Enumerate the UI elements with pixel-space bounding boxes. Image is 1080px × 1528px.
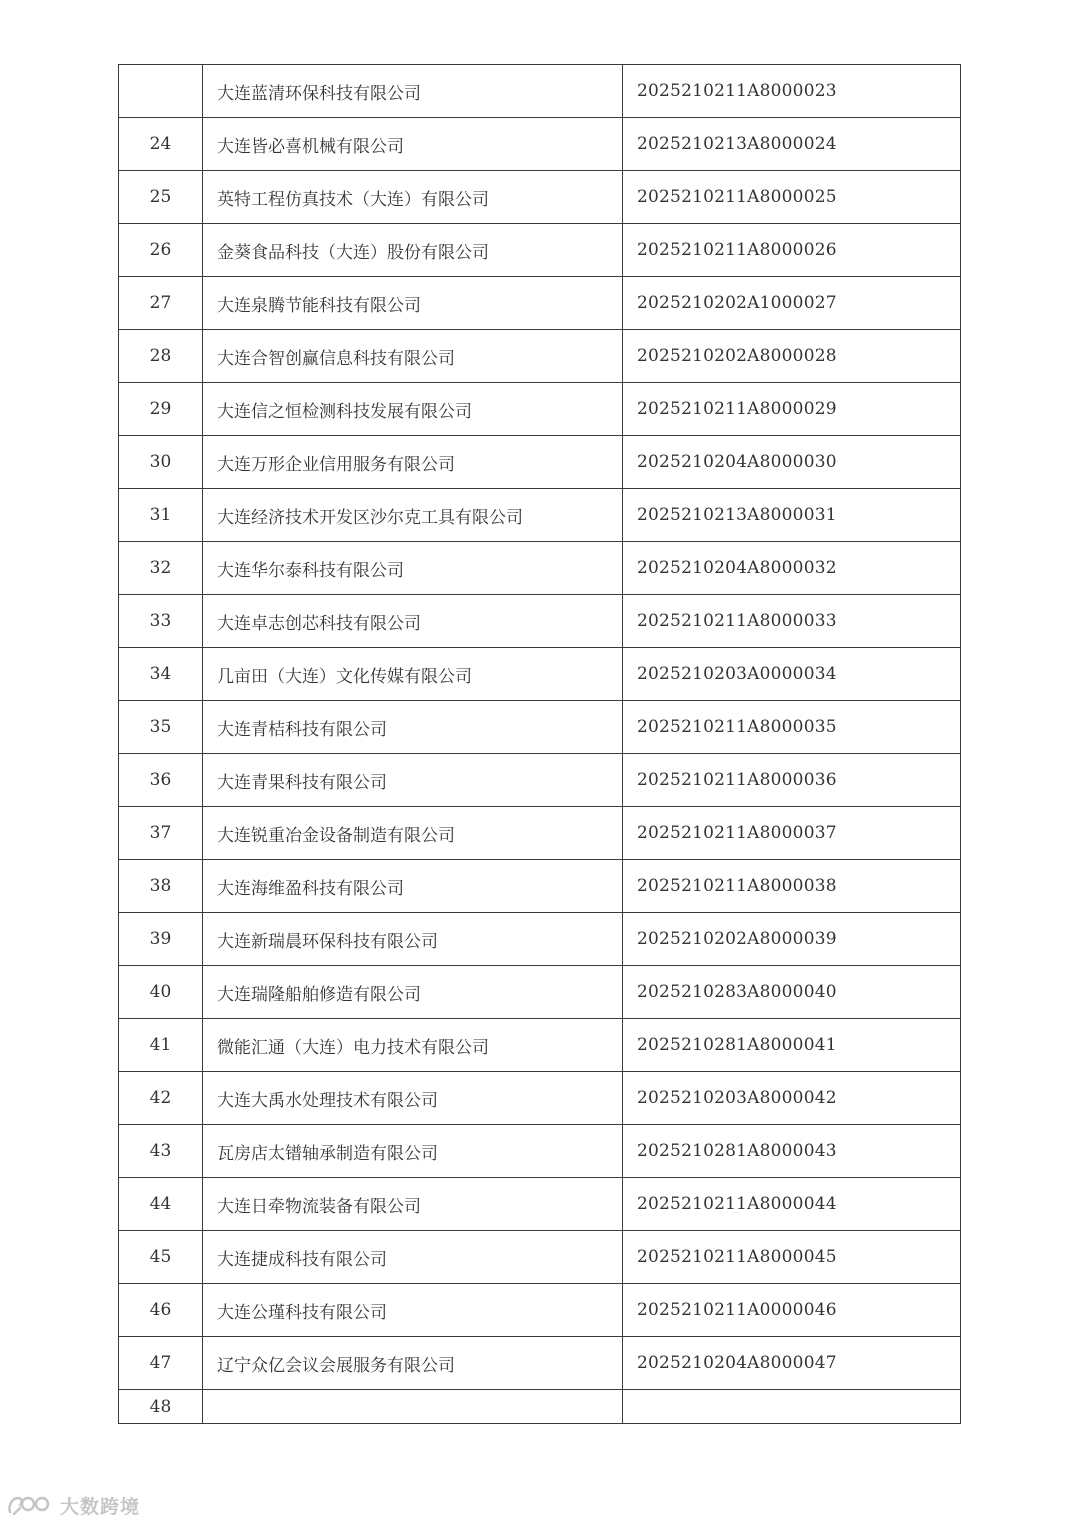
company-name-cell: 大连新瑞晨环保科技有限公司	[203, 913, 623, 966]
registration-code-cell: 2025210204A8000032	[623, 542, 961, 595]
registration-code-cell: 2025210204A8000030	[623, 436, 961, 489]
table-row	[119, 1390, 961, 1424]
registration-code-cell: 2025210211A0000046	[623, 1284, 961, 1337]
company-name-cell: 大连蓝清环保科技有限公司	[203, 65, 623, 118]
registration-code-cell: 2025210211A8000038	[623, 860, 961, 913]
company-name-cell: 大连青果科技有限公司	[203, 754, 623, 807]
table-row	[119, 330, 961, 383]
registration-code-cell: 2025210211A8000045	[623, 1231, 961, 1284]
table-row	[119, 701, 961, 754]
row-number-cell: 37	[119, 807, 203, 860]
company-name-cell: 大连华尔泰科技有限公司	[203, 542, 623, 595]
row-number-cell: 38	[119, 860, 203, 913]
registration-code-cell: 2025210211A8000044	[623, 1178, 961, 1231]
company-name-cell: 大连泉腾节能科技有限公司	[203, 277, 623, 330]
table-row	[119, 1284, 961, 1337]
row-number-cell: 29	[119, 383, 203, 436]
company-list-table	[118, 64, 961, 1424]
table-row	[119, 648, 961, 701]
row-number-cell: 34	[119, 648, 203, 701]
table-row	[119, 542, 961, 595]
row-number-cell: 46	[119, 1284, 203, 1337]
registration-code-cell: 2025210203A0000034	[623, 648, 961, 701]
registration-code-cell: 2025210213A8000024	[623, 118, 961, 171]
company-name-cell: 瓦房店太镨轴承制造有限公司	[203, 1125, 623, 1178]
table-row	[119, 1072, 961, 1125]
table-row	[119, 65, 961, 118]
row-number-cell: 28	[119, 330, 203, 383]
row-number-cell: 26	[119, 224, 203, 277]
table-body	[119, 65, 961, 1424]
registration-code-cell: 2025210281A8000041	[623, 1019, 961, 1072]
table-row	[119, 277, 961, 330]
company-name-cell: 大连信之恒检测科技发展有限公司	[203, 383, 623, 436]
row-number-cell: 45	[119, 1231, 203, 1284]
table-row	[119, 595, 961, 648]
row-number-cell: 44	[119, 1178, 203, 1231]
row-number-cell	[119, 65, 203, 118]
table-row	[119, 1019, 961, 1072]
registration-code-cell: 2025210204A8000047	[623, 1337, 961, 1390]
company-name-cell: 辽宁众亿会议会展服务有限公司	[203, 1337, 623, 1390]
registration-code-cell: 2025210203A8000042	[623, 1072, 961, 1125]
company-name-cell: 大连日牵物流装备有限公司	[203, 1178, 623, 1231]
row-number-cell: 47	[119, 1337, 203, 1390]
registration-code-cell: 2025210281A8000043	[623, 1125, 961, 1178]
registration-code-cell: 2025210211A8000023	[623, 65, 961, 118]
row-number-cell: 42	[119, 1072, 203, 1125]
watermark-text: 大数跨境	[60, 1495, 141, 1518]
company-name-cell: 金葵食品科技（大连）股份有限公司	[203, 224, 623, 277]
row-number-cell: 33	[119, 595, 203, 648]
table-row	[119, 118, 961, 171]
company-name-cell: 大连青桔科技有限公司	[203, 701, 623, 754]
company-name-cell: 大连经济技术开发区沙尔克工具有限公司	[203, 489, 623, 542]
row-number-cell: 40	[119, 966, 203, 1019]
table-row	[119, 1125, 961, 1178]
company-name-cell: 大连卓志创芯科技有限公司	[203, 595, 623, 648]
company-name-cell: 大连皆必喜机械有限公司	[203, 118, 623, 171]
company-name-cell: 英特工程仿真技术（大连）有限公司	[203, 171, 623, 224]
row-number-cell: 30	[119, 436, 203, 489]
registration-code-cell: 2025210202A1000027	[623, 277, 961, 330]
row-number-cell: 39	[119, 913, 203, 966]
row-number-cell: 41	[119, 1019, 203, 1072]
row-number-cell: 43	[119, 1125, 203, 1178]
row-number-cell: 36	[119, 754, 203, 807]
row-number-cell: 24	[119, 118, 203, 171]
registration-code-cell: 2025210283A8000040	[623, 966, 961, 1019]
company-name-cell: 大连合智创赢信息科技有限公司	[203, 330, 623, 383]
table-row	[119, 1178, 961, 1231]
registration-code-cell: 2025210211A8000026	[623, 224, 961, 277]
company-name-cell: 大连海维盈科技有限公司	[203, 860, 623, 913]
row-number-cell: 32	[119, 542, 203, 595]
watermark	[6, 1490, 140, 1520]
company-name-cell	[203, 1390, 623, 1424]
company-name-cell: 几亩田（大连）文化传媒有限公司	[203, 648, 623, 701]
table-row	[119, 966, 961, 1019]
registration-code-cell: 2025210213A8000031	[623, 489, 961, 542]
table-row	[119, 754, 961, 807]
registration-code-cell: 2025210211A8000033	[623, 595, 961, 648]
row-number-cell: 31	[119, 489, 203, 542]
table-row	[119, 913, 961, 966]
registration-code-cell: 2025210211A8000036	[623, 754, 961, 807]
company-name-cell: 大连万形企业信用服务有限公司	[203, 436, 623, 489]
registration-code-cell: 2025210211A8000025	[623, 171, 961, 224]
row-number-cell: 27	[119, 277, 203, 330]
registration-code-cell: 2025210211A8000035	[623, 701, 961, 754]
table-row	[119, 1231, 961, 1284]
table-row	[119, 860, 961, 913]
registration-code-cell: 2025210202A8000039	[623, 913, 961, 966]
row-number-cell: 35	[119, 701, 203, 754]
table-row	[119, 224, 961, 277]
registration-code-cell	[623, 1390, 961, 1424]
company-name-cell: 大连大禹水处理技术有限公司	[203, 1072, 623, 1125]
table-row	[119, 1337, 961, 1390]
registration-code-cell: 2025210211A8000029	[623, 383, 961, 436]
company-name-cell: 大连捷成科技有限公司	[203, 1231, 623, 1284]
table-row	[119, 807, 961, 860]
row-number-cell: 48	[119, 1390, 203, 1424]
table-row	[119, 436, 961, 489]
table-row	[119, 171, 961, 224]
company-name-cell: 大连锐重冶金设备制造有限公司	[203, 807, 623, 860]
brand-logo-icon	[6, 1492, 54, 1518]
company-name-cell: 微能汇通（大连）电力技术有限公司	[203, 1019, 623, 1072]
row-number-cell: 25	[119, 171, 203, 224]
registration-code-cell: 2025210211A8000037	[623, 807, 961, 860]
table-row	[119, 383, 961, 436]
registration-code-cell: 2025210202A8000028	[623, 330, 961, 383]
company-name-cell: 大连公瑾科技有限公司	[203, 1284, 623, 1337]
table-row	[119, 489, 961, 542]
company-name-cell: 大连瑞隆船舶修造有限公司	[203, 966, 623, 1019]
